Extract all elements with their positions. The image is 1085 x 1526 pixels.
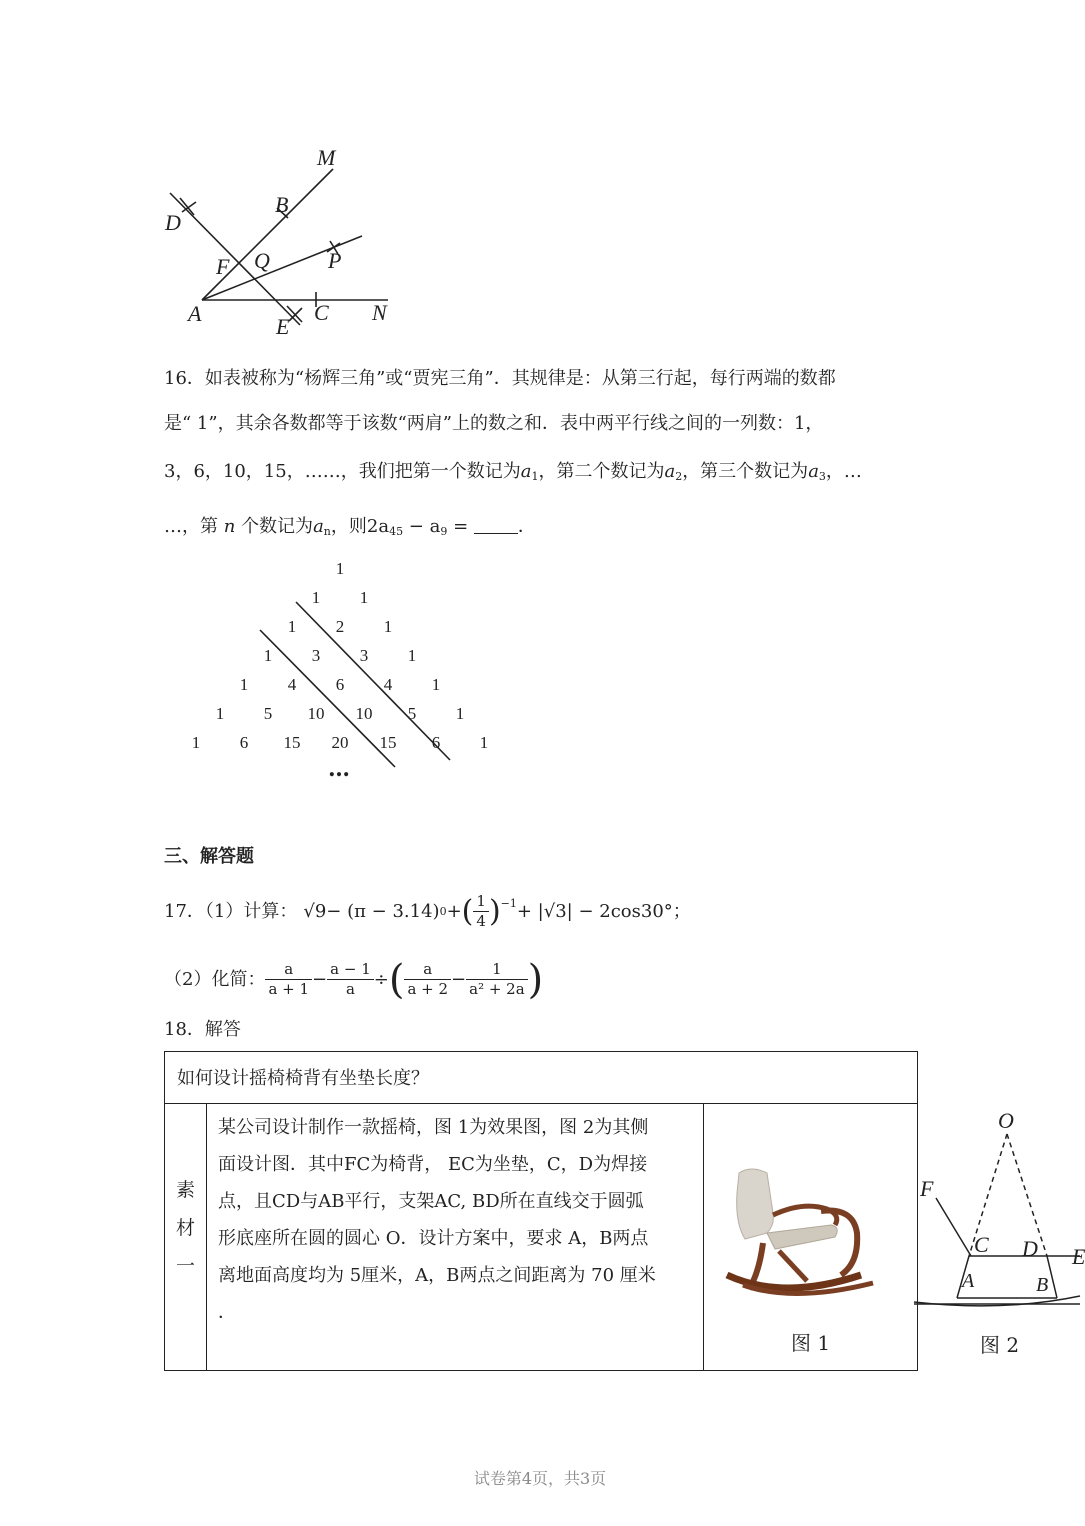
triangle-number: 15 xyxy=(283,733,301,752)
fig2-caption: 图 2 xyxy=(980,1333,1020,1357)
fraction-one-quarter: $\frac{1}{4}$ xyxy=(473,892,489,931)
triangle-number: 15 xyxy=(379,733,397,752)
ray-am xyxy=(202,169,333,300)
material-line: 面设计图．其中FC为椅背， EC为坐垫，C，D为焊接 xyxy=(218,1154,648,1175)
triangle-number: 5 xyxy=(263,704,273,723)
rocking-chair-image xyxy=(723,1163,883,1313)
label-b: B xyxy=(275,192,289,217)
material-label xyxy=(165,1171,206,1285)
fig2-label-f: F xyxy=(920,1176,934,1201)
material-text xyxy=(218,1109,656,1331)
label-p: P xyxy=(328,248,342,273)
triangle-number: 2 xyxy=(335,617,345,636)
page-footer: 试卷第4页，共3页 xyxy=(473,1469,607,1488)
triangle-number: 10 xyxy=(307,704,325,723)
fig2-label-e: E xyxy=(1072,1244,1085,1269)
material-label-char: 材 xyxy=(175,1217,195,1239)
triangle-number: 6 xyxy=(335,675,345,694)
fig1-caption: 图 1 xyxy=(791,1331,831,1355)
triangle-number: 1 xyxy=(479,733,489,752)
triangle-number: 6 xyxy=(239,733,249,752)
q16-line-1: 16．如表被称为“杨辉三角”或“贾宪三角”．其规律是：从第三行起，每行两端的数都 xyxy=(164,368,836,389)
figure1-cell xyxy=(703,1103,918,1371)
q16-line-3: 3，6，10，15，……，我们把第一个数记为$a_1$，第二个数记为$a_2$，第三个数记为$a_3$，… xyxy=(164,461,862,483)
q16-line-4: …，第 n 个数记为$a_n$，则$2a_{45} - a_9$ = ． xyxy=(164,516,536,538)
triangle-number: 4 xyxy=(287,675,297,694)
label-d: D xyxy=(165,210,181,235)
label-a: A xyxy=(188,301,202,326)
question-text: 如何设计摇椅椅背有坐垫长度？ xyxy=(177,1068,429,1089)
fig2-label-c: C xyxy=(974,1232,989,1257)
label-n: N xyxy=(372,300,387,325)
question-row xyxy=(164,1051,918,1104)
label-f: F xyxy=(216,254,230,279)
triangle-number: 20 xyxy=(331,733,349,752)
answer-blank[interactable] xyxy=(474,515,518,534)
chair-back-fc xyxy=(936,1198,971,1256)
triangle-ellipsis: … xyxy=(328,756,350,782)
q16-line-2: 是“ 1”，其余各数都等于该数“两肩”上的数之和．表中两平行线之间的一列数：1， xyxy=(164,413,824,434)
triangle-number: 1 xyxy=(239,675,249,694)
triangle-number: 3 xyxy=(311,646,321,665)
triangle-number: 1 xyxy=(287,617,297,636)
material-text-cell xyxy=(206,1103,704,1371)
label-q: Q xyxy=(254,248,270,273)
triangle-number: 1 xyxy=(215,704,225,723)
figure2 xyxy=(914,1106,1085,1371)
q18-table xyxy=(164,1051,1085,1371)
q17-part-1: 17．（1）计算： √9 − (π − 3.14) 0 + ( $\frac{1}{4}$ ) $^{-1}$ + |√3| − 2cos30°； xyxy=(164,892,691,930)
triangle-number: 6 xyxy=(431,733,441,752)
material-line: 离地面高度均为 5厘米，A，B两点之间距离为 70 厘米 xyxy=(218,1265,656,1286)
triangle-number: 1 xyxy=(383,617,393,636)
triangle-number: 1 xyxy=(311,588,321,607)
label-c: C xyxy=(314,300,329,325)
triangle-number: 5 xyxy=(407,704,417,723)
triangle-parallel-lines xyxy=(150,555,550,795)
fig2-label-d: D xyxy=(1022,1236,1038,1261)
triangle-number: 1 xyxy=(191,733,201,752)
geometry-figure xyxy=(150,140,410,340)
label-e: E xyxy=(276,314,290,339)
section-title: 三、解答题 xyxy=(164,846,254,867)
q18-title: 18．解答 xyxy=(164,1019,241,1040)
material-line: 形底座所在圆的圆心 O．设计方案中，要求 A，B两点 xyxy=(218,1228,649,1249)
fig2-label-a: A xyxy=(962,1270,975,1292)
parallel-line-1 xyxy=(260,630,395,767)
support-bd xyxy=(1047,1256,1057,1298)
triangle-number: 4 xyxy=(383,675,393,694)
triangle-number: 1 xyxy=(431,675,441,694)
pascal-triangle xyxy=(150,555,550,795)
parallel-line-2 xyxy=(296,602,450,760)
triangle-number: 10 xyxy=(355,704,373,723)
fig2-label-b: B xyxy=(1036,1274,1049,1296)
fig2-label-o: O xyxy=(998,1108,1014,1133)
triangle-number: 1 xyxy=(407,646,417,665)
triangle-number: 1 xyxy=(455,704,465,723)
material-line: ． xyxy=(218,1302,236,1323)
fraction-2: $\frac{a - 1}{a}$ xyxy=(327,960,374,999)
fraction-3: $\frac{a}{a + 2}$ xyxy=(404,960,451,999)
label-m: M xyxy=(317,145,336,170)
material-label-char: 素 xyxy=(175,1179,195,1201)
triangle-number: 1 xyxy=(359,588,369,607)
triangle-number: 1 xyxy=(335,559,345,578)
material-label-cell xyxy=(164,1103,207,1371)
material-line: 某公司设计制作一款摇椅，图 1为效果图，图 2为其侧 xyxy=(218,1117,649,1138)
triangle-number: 3 xyxy=(359,646,369,665)
triangle-number: 1 xyxy=(263,646,273,665)
q17-part-2: （2）化简： $\frac{a}{a + 1}$ − $\frac{a - 1}{a}$ ÷ ( $\frac{a}{a + 2}$ − $\frac{1}{\text{a² + 2a}}$ ) xyxy=(164,956,544,1003)
material-label-char: 一 xyxy=(175,1255,195,1277)
fraction-1: $\frac{a}{a + 1}$ xyxy=(265,960,312,999)
material-line: 点，且CD与AB平行，支架AC, BD所在直线交于圆弧 xyxy=(218,1191,644,1212)
fraction-4: $\frac{1}{\text{a² + 2a}}$ xyxy=(466,960,528,999)
